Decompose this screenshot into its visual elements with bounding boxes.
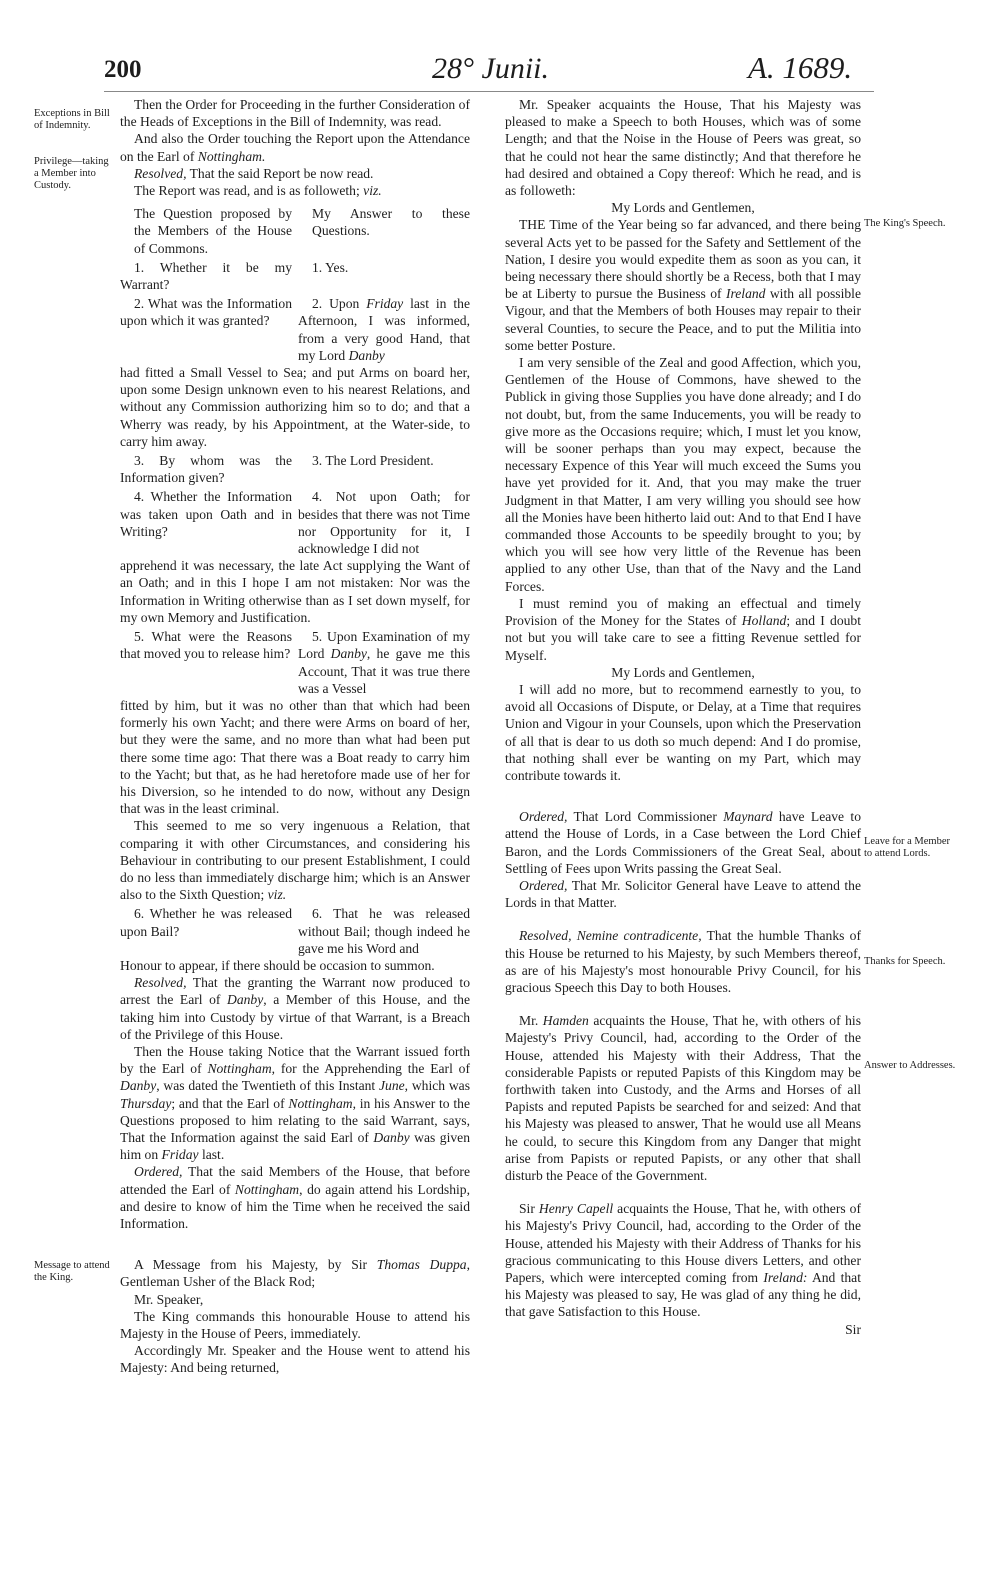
paragraph: Resolved, That the granting the Warrant now produced to arrest the Earl of Danby, a Member of this House, and the taking him into Custody by virtue of that Warrant, is a Breach of the Privilege of this House. — [120, 975, 471, 1042]
header-rule — [104, 91, 874, 92]
paragraph: THE Time of the Year being so far advanced, and there being several Acts yet to be passed for the Safety and Settlement of the Nation, I desire you would expedite them as soon as you can, it being necessary there should shortly be a Recess, both that I may be at Liberty to pursue the Business of Ireland with all possible Vigour, and that the Members of both Houses may repair to their several Counties, to secure the Peace, and to put the Militia into some better Posture. — [505, 217, 861, 353]
catchword: Sir — [845, 1321, 861, 1337]
paragraph: The Report was read, and is as followeth; viz. — [134, 183, 382, 199]
question-heading: The Question proposed by the Members of the House of Commons. — [134, 206, 292, 256]
answer: 5. Upon Examination of my Lord Danby, he gave me this Account, That it was true there was a Vessel — [298, 629, 471, 696]
paragraph: Sir Henry Capell acquaints the House, That he, with others of his Majesty's Privy Council, had, according to the Order of the House, attended his Majesty with their Address of Thanks for his gracious communicating to this House divers Letters, and other Papers, which were intercepted coming from Ireland: And that his Majesty was pleased to say, He was glad of any thing he did, that gave Satisfaction to this House. — [505, 1201, 861, 1320]
right-column — [505, 96, 861, 1338]
answer: 4. Not upon Oath; for besides that there was not Time nor Opportunity for it, I acknowledge I did not — [298, 489, 470, 557]
salutation: My Lords and Gentlemen, — [611, 200, 755, 216]
paragraph: The King commands this honourable House to attend his Majesty in the House of Peers, immediately. — [120, 1308, 470, 1342]
margin-note-privilege: Privilege—taking a Member into Custody. — [34, 156, 109, 191]
paragraph: Ordered, That Mr. Solicitor General have Leave to attend the Lords in that Matter. — [505, 877, 861, 911]
page-year: A. 1689. — [748, 50, 853, 85]
qa-row — [120, 628, 470, 697]
qa-row — [120, 488, 470, 557]
paragraph: Ordered, That the said Members of the House, that before attended the Earl of Nottingham, do again attend his Lordship, and desire to know of him the Time when he received the said Information. — [120, 1164, 470, 1231]
paragraph: Resolved, That the said Report be now read. — [134, 165, 374, 181]
page-number: 200 — [104, 56, 142, 83]
question: 3. By whom was the Information given? — [120, 453, 292, 486]
answer-continuation: had fitted a Small Vessel to Sea; and put Arms on board her, upon some Design unknown even to his nearest Relations, and without any Commission authorizing him so to do; and that a Wherry was ready, by his Appointment, at the Water-side, to carry him away. — [120, 365, 470, 449]
paragraph: Then the House taking Notice that the Warrant issued forth by the Earl of Nottingham, for the Apprehending the Earl of Danby, was dated the Twentieth of this Instant June, which was Thursday; and that the Earl of Nottingham, in his Answer to the Questions proposed to him relating to the said Warrant, says, That the Information against the said Earl of Danby was given him on Friday last. — [120, 1043, 471, 1163]
margin-note-kings-speech: The King's Speech. — [864, 218, 946, 229]
paragraph: Ordered, That Lord Commissioner Maynard have Leave to attend the House of Lords, in a Case between the Lord Chief Baron, and the Lords Commissioners of the Great Seal, about Settling of Fees upon Writs passing the Great Seal. — [505, 809, 861, 876]
paragraph: Mr. Speaker, — [134, 1291, 204, 1307]
paragraph: And also the Order touching the Report upon the Attendance on the Earl of Nottingham. — [120, 131, 470, 164]
left-column — [120, 96, 470, 1377]
paragraph: I must remind you of making an effectual and timely Provision of the Money for the States of Holland; and I doubt not but you will take care to see a fitting Revenue settled for Myself. — [505, 595, 861, 663]
question: 5. What were the Reasons that moved you to release him? — [120, 629, 292, 662]
paragraph: Mr. Hamden acquaints the House, That he, with others of his Majesty's Privy Council, had, according to the Order of the House, attended his Majesty with their Address, That the considerable Papists or reputed Papists of this Kingdom may be forthwith taken into Custody, and the Arms and Horses of all Papists and reputed Papists be searched for and seized: And that his Majesty was pleased to answer, That he would use all Means he could, to secure this Kingdom from any Danger that might arise from Papists or reputed Papists, or any other that shall disturb the Peace of the Government. — [505, 1013, 861, 1183]
margin-note-exceptions: Exceptions in Bill of Indemnity. — [34, 108, 110, 131]
question: 2. What was the Information upon which it was granted? — [120, 296, 292, 329]
answer-continuation: fitted by him, but it was no other than that which had been formerly his own Yacht; and there were Arms on board of her, but they were the same, and no more than what had been put there some time ago: That there was a Boat ready to carry him to the Yacht; but that, as he had heretofore made use of her for his Diversion, so he intended to do now, without any Design that was in the least criminal. — [120, 697, 470, 817]
question: 1. Whether it be my Warrant? — [120, 259, 292, 293]
margin-note-leave: Leave for a Member to attend Lords. — [864, 836, 950, 859]
paragraph: This seemed to me so very ingenuous a Relation, that comparing it with other Circumstances, and considering his Behaviour in contributing to our present Establishment, I could do no less than immediately discharge him; which is an Answer also to the Sixth Question; viz. — [120, 818, 470, 903]
qa-row — [120, 452, 470, 486]
qa-row — [120, 259, 470, 293]
margin-note-thanks: Thanks for Speech. — [864, 956, 946, 967]
page-header — [0, 0, 992, 90]
qa-row — [120, 905, 470, 957]
salutation: My Lords and Gentlemen, — [611, 664, 755, 680]
spacer — [505, 996, 861, 1012]
spacer — [505, 911, 861, 927]
spacer — [505, 784, 861, 808]
paragraph: Then the Order for Proceeding in the further Consideration of the Heads of Exceptions in the Bill of Indemnity, was read. — [120, 97, 470, 130]
answer-heading: My Answer to these Questions. — [312, 206, 470, 239]
spacer — [505, 1184, 861, 1200]
paragraph: A Message from his Majesty, by Sir Thomas Duppa, Gentleman Usher of the Black Rod; — [120, 1257, 470, 1290]
answer-continuation: apprehend it was necessary, the late Act supplying the Want of an Oath; and in this I hope I am not mistaken: Nor was the Information in Writing otherwise than as I set down myself, for my own Memory and Justification. — [120, 558, 470, 625]
question: 4. Whether the Information was taken upon Oath and in Writing? — [120, 489, 292, 539]
paragraph: I am very sensible of the Zeal and good Affection, which you, Gentlemen of the House of Commons, have shewed to the Publick in giving those Supplies you have done already; and I do not doubt, but, from the same Inducements, you will be ready to give more as the Occasions require; which, I must let you know, will be sooner perhaps than you may expect, because the necessary Expence of this Year will much exceed the Sums you have yet provided for it. And, that you may make the truer Judgment in that Matter, I am very willing you should see how all the Monies have been hitherto laid out: And to that End I have commanded those Accounts to be speedily brought to you; by which you will see how very little of the Revenue has been applied to any other Use, than that of the Navy and the Land Forces. — [505, 355, 861, 594]
paragraph: Mr. Speaker acquaints the House, That his Majesty was pleased to make a Speech to both Houses, which was of some Length; and that the Noise in the House of Peers was great, so that he could not hear the same distinctly; And that therefore he had desired and obtained a Copy thereof: Which he read, and is as followeth: — [505, 97, 861, 199]
paragraph: I will add no more, but to recommend earnestly to you, to avoid all Occasions of Dispute, or Delay, at a Time that requires Union and Vigour in your Counsels, upon which the Preservation of all that is dear to us doth so much depend: And I do promise, that nothing shall ever be wanting on my Part, which may contribute towards it. — [505, 681, 861, 783]
margin-note-answer: Answer to Addresses. — [864, 1060, 956, 1071]
qa-row — [120, 295, 470, 364]
answer: 3. The Lord President. — [312, 453, 434, 469]
qa-header — [120, 205, 470, 257]
page-date: 28° Junii. — [432, 52, 549, 85]
answer: 6. That he was released without Bail; though indeed he gave me his Word and — [298, 906, 470, 956]
answer: 1. Yes. — [312, 259, 349, 275]
paragraph: Accordingly Mr. Speaker and the House went to attend his Majesty: And being returned, — [120, 1343, 470, 1376]
answer-continuation: Honour to appear, if there should be occasion to summon. — [120, 957, 435, 973]
answer: 2. Upon Friday last in the Afternoon, I was informed, from a very good Hand, that my Lord Danby — [298, 296, 470, 363]
paragraph: Resolved, Nemine contradicente, That the humble Thanks of this House be returned to his Majesty, by such Members thereof, as are of his Majesty's most honourable Privy Council, for his gracious Speech this Day to both Houses. — [505, 928, 861, 995]
question: 6. Whether he was released upon Bail? — [120, 906, 292, 939]
spacer — [120, 1232, 470, 1256]
margin-note-message: Message to attend the King. — [34, 1260, 110, 1283]
